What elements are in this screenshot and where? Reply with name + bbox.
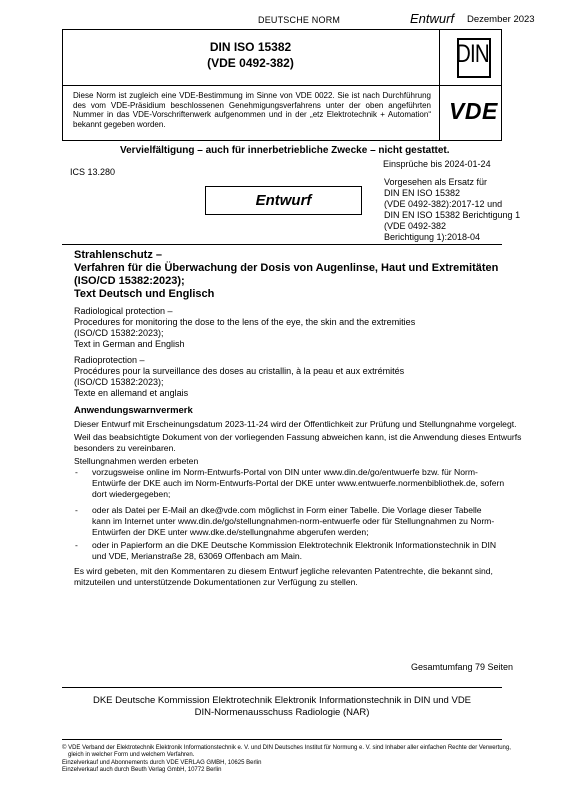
- bullet-line: oder in Papierform an die DKE Deutsche Kommission Elektrotechnik Elektronik Informationstechnik in DIN: [92, 540, 497, 550]
- french-title: [74, 355, 544, 399]
- title-block-middle-border: [62, 85, 502, 86]
- total-pages: Gesamtumfang 79 Seiten: [411, 662, 514, 672]
- title-separator: [62, 244, 502, 245]
- english-title-line: Radiological protection –: [74, 306, 173, 316]
- french-title-line: Texte en allemand et anglais: [74, 388, 189, 398]
- bullet-email: [92, 505, 557, 538]
- vde-note: Diese Norm ist zugleich eine VDE-Bestimmung im Sinne von VDE 0022. Sie ist nach Durchführung des vom VDE-Präsidium beschlossenen Genehmigungsverfahrens unter der oben angeführten Nummer in das VDE-Vorschriftenwerk aufgenommen und in der „etz Elektrotechnik + Automation“ bekannt gegeben worden.: [73, 91, 431, 129]
- norm-type-label: DEUTSCHE NORM: [258, 15, 341, 25]
- replacement-line: (VDE 0492-382: [384, 221, 447, 231]
- german-title: [74, 249, 544, 301]
- din-logo-text: DIN: [456, 40, 489, 68]
- patent-paragraph-line: mitzuteilen und unterstützende Dokumentationen zur Verfügung zu stellen.: [74, 577, 358, 587]
- bullet-paper: [92, 540, 557, 562]
- title-block-right-border: [501, 29, 502, 141]
- bullet-line: dort wiedergegeben;: [92, 489, 171, 499]
- committee-line: DKE Deutsche Kommission Elektrotechnik Elektronik Informationstechnik in DIN und VDE: [92, 695, 472, 706]
- title-block-divider: [439, 29, 440, 141]
- copyright-line: gleich in welcher Form und welchem Verfahren.: [68, 752, 195, 759]
- vde-logo: VDE: [449, 98, 498, 124]
- french-title-line: (ISO/CD 15382:2023);: [74, 377, 164, 387]
- bullet-line: Entwürfen der DKE unter www.dke.de/stellungnahme abgerufen werden;: [92, 527, 369, 537]
- bullet-line: vorzugsweise online im Norm-Entwurfs-Portal von DIN unter www.din.de/go/entwuerfe bzw. für Norm-: [92, 467, 478, 477]
- entwurf-stamp-text: Entwurf: [255, 192, 312, 209]
- bullet-dash: -: [75, 540, 78, 550]
- footer-separator-bottom: [62, 739, 502, 740]
- committee-info: [62, 695, 502, 719]
- german-title-line: (ISO/CD 15382:2023);: [74, 275, 185, 287]
- copyright-line: Einzelverkauf auch durch Beuth Verlag GmbH, 10772 Berlin: [62, 766, 222, 773]
- replacement-line: Vorgesehen als Ersatz für: [384, 177, 488, 187]
- replacement-line: DIN EN ISO 15382 Berichtigung 1: [384, 210, 521, 220]
- bullet-dash: -: [75, 505, 78, 515]
- entwurf-stamp: [205, 186, 362, 215]
- reproduction-notice: Vervielfältigung – auch für innerbetriebliche Zwecke – nicht gestattet.: [120, 145, 450, 156]
- bullet-line: und VDE, Merianstraße 28, 63069 Offenbach am Main.: [92, 551, 303, 561]
- warning-paragraph-2-line: besonders zu vereinbaren.: [74, 443, 176, 453]
- replacement-line: DIN EN ISO 15382: [384, 188, 461, 198]
- german-title-line: Verfahren für die Überwachung der Dosis von Augenlinse, Haut und Extremitäten: [74, 262, 499, 274]
- title-block-bottom-border: [62, 140, 502, 141]
- committee-line: DIN-Normenausschuss Radiologie (NAR): [194, 707, 370, 718]
- comments-requested: Stellungnahmen werden erbeten: [74, 456, 199, 466]
- warning-paragraph-1: Dieser Entwurf mit Erscheinungsdatum 2023-11-24 wird der Öffentlichkeit zur Prüfung und Stellungnahme vorgelegt.: [74, 419, 517, 429]
- warning-heading: Anwendungswarnvermerk: [74, 405, 193, 416]
- copyright-block: [62, 745, 557, 774]
- english-title-line: Procedures for monitoring the dose to the lens of the eye, the skin and the extremities: [74, 317, 416, 327]
- replacement-line: Berichtigung 1):2018-04: [384, 232, 481, 242]
- bullet-dash: -: [75, 467, 78, 477]
- title-block-top-border: [62, 29, 502, 30]
- bullet-line: Entwürfe der DKE auch im Norm-Entwurfs-Portal der DKE unter www.entwuerfe.normenbibliothek.de, sofern: [92, 478, 505, 488]
- document-number: [62, 40, 439, 70]
- warning-paragraph-2: [74, 432, 554, 454]
- document-number-line1: DIN ISO 15382: [209, 40, 292, 54]
- french-title-line: Procédures pour la surveillance des doses au cristallin, à la peau et aux extrémités: [74, 366, 405, 376]
- objection-deadline: Einsprüche bis 2024-01-24: [383, 159, 491, 169]
- footer-separator-top: [62, 687, 502, 688]
- french-title-line: Radioprotection –: [74, 355, 145, 365]
- bullet-online-portal: [92, 467, 557, 500]
- din-logo: [457, 38, 491, 78]
- english-title-line: (ISO/CD 15382:2023);: [74, 328, 164, 338]
- patent-paragraph: [74, 566, 554, 588]
- replacement-info: [384, 177, 559, 243]
- copyright-line: © VDE Verband der Elektrotechnik Elektronik Informationstechnik e. V. und DIN Deutsches Institut für Normung e. V. sind Inhaber aller einfachen Rechte der Verwertung,: [62, 745, 511, 751]
- english-title-line: Text in German and English: [74, 339, 185, 349]
- german-title-line: Strahlenschutz –: [74, 249, 163, 261]
- english-title: [74, 306, 544, 350]
- patent-paragraph-line: Es wird gebeten, mit den Kommentaren zu diesem Entwurf jegliche relevanten Patentrechte, die bekannt sind,: [74, 566, 493, 576]
- publication-date: Dezember 2023: [467, 14, 535, 25]
- bullet-line: kann im Internet unter www.din.de/go/stellungnahmen-norm-entwuerfe oder für Stellungnahmen zu Norm-: [92, 516, 495, 526]
- german-title-line: Text Deutsch und Englisch: [74, 288, 215, 300]
- warning-paragraph-2-line: Weil das beabsichtigte Dokument von der vorliegenden Fassung abweichen kann, ist die Anwendung dieses Entwurfs: [74, 432, 522, 442]
- document-number-line2: (VDE 0492-382): [207, 56, 294, 70]
- replacement-line: (VDE 0492-382):2017-12 und: [384, 199, 503, 209]
- ics-code: ICS 13.280: [70, 167, 116, 177]
- entwurf-header-label: Entwurf: [410, 11, 455, 26]
- bullet-line: oder als Datei per E-Mail an dke@vde.com möglichst in Form einer Tabelle. Die Vorlage dieser Tabelle: [92, 505, 482, 515]
- copyright-line: Einzelverkauf und Abonnements durch VDE VERLAG GMBH, 10625 Berlin: [62, 759, 262, 766]
